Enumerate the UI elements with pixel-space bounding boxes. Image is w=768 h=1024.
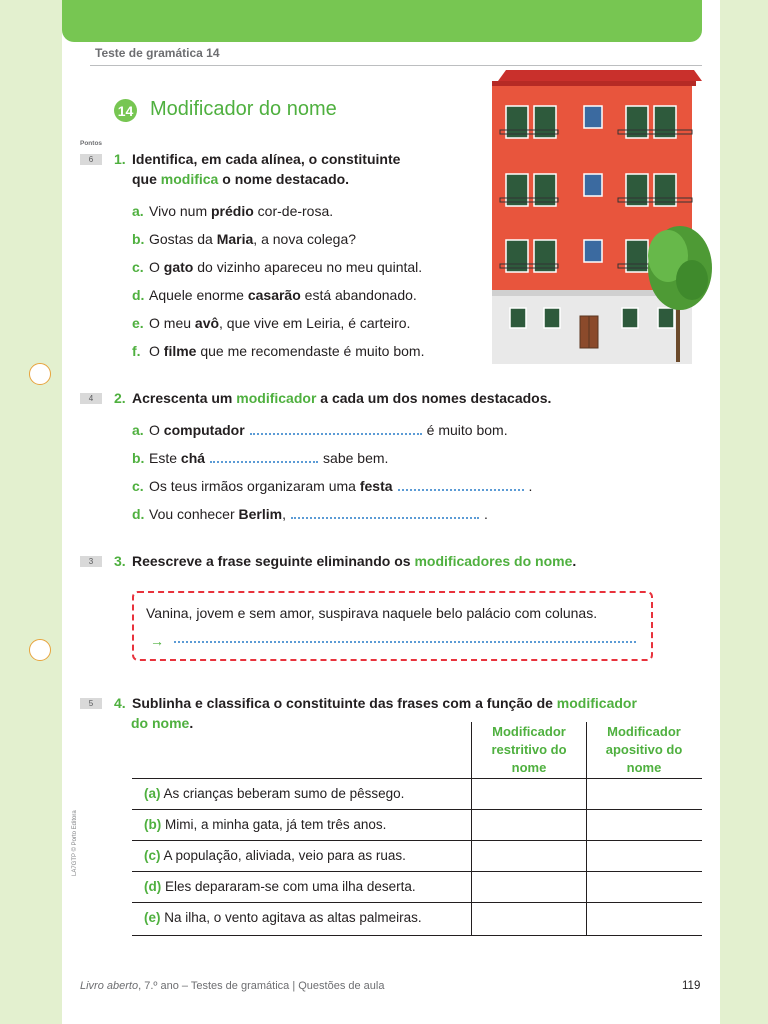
q1-item-a: a. Vivo num prédio cor-de-rosa. bbox=[132, 203, 334, 219]
q2-number: 2. bbox=[114, 390, 126, 406]
q4-number: 4. bbox=[114, 695, 126, 711]
q1-item-f: f. O filme que me recomendaste é muito bom. bbox=[132, 343, 425, 359]
binder-hole-icon bbox=[29, 639, 51, 661]
column-header-restrictive: Modificador restritivo do nome bbox=[491, 724, 567, 775]
table-row: (e) Na ilha, o vento agitava as altas palmeiras. bbox=[144, 910, 422, 925]
table-rule bbox=[132, 935, 702, 936]
q1-instruction: Identifica, em cada alínea, o constituinte que modifica o nome destacado. bbox=[132, 151, 401, 187]
page-number: 119 bbox=[682, 980, 701, 992]
arrow-icon: → bbox=[150, 633, 164, 649]
q2-item-a: a. O computador é muito bom. bbox=[132, 422, 508, 438]
footer-text: Livro aberto, 7.º ano – Testes de gramática | Questões de aula bbox=[80, 980, 385, 992]
q3-number: 3. bbox=[114, 553, 126, 569]
q4-points-box: 5 bbox=[80, 698, 102, 709]
q2-item-c: c. Os teus irmãos organizaram uma festa . bbox=[132, 478, 533, 494]
q2-answer-line-a[interactable] bbox=[250, 423, 422, 435]
table-column-divider bbox=[471, 722, 472, 936]
q3-sentence-box bbox=[132, 591, 653, 661]
q2-item-b: b. Este chá sabe bem. bbox=[132, 450, 389, 466]
q3-points-box: 3 bbox=[80, 556, 102, 567]
header-bar bbox=[62, 0, 702, 42]
header-label: Teste de gramática 14 bbox=[95, 46, 220, 60]
q2-instruction: Acrescenta um modificador a cada um dos nomes destacados. bbox=[132, 390, 552, 406]
q2-answer-line-b[interactable] bbox=[210, 451, 318, 463]
q1-points-box: 6 bbox=[80, 154, 102, 165]
table-row: (c) A população, aliviada, veio para as ruas. bbox=[144, 848, 406, 863]
q3-sentence: Vanina, jovem e sem amor, suspirava naquele belo palácio com colunas. bbox=[146, 605, 598, 621]
table-row: (d) Eles depararam-se com uma ilha deserta. bbox=[144, 879, 416, 894]
section-number-badge: 14 bbox=[114, 99, 137, 122]
section-title: Modificador do nome bbox=[150, 98, 337, 120]
table-row: (a) As crianças beberam sumo de pêssego. bbox=[144, 786, 405, 801]
q1-item-b: b. Gostas da Maria, a nova colega? bbox=[132, 231, 357, 247]
header-divider bbox=[90, 65, 702, 66]
table-rule bbox=[132, 778, 702, 779]
table-rule bbox=[132, 902, 702, 903]
q2-points-box: 4 bbox=[80, 393, 102, 404]
column-header-appositive: Modificador apositivo do nome bbox=[605, 724, 683, 775]
q3-answer-line[interactable] bbox=[174, 641, 636, 643]
q1-number: 1. bbox=[114, 151, 126, 167]
table-row: (b) Mimi, a minha gata, já tem três anos. bbox=[144, 817, 387, 832]
table-rule bbox=[132, 809, 702, 810]
building-illustration bbox=[488, 68, 714, 368]
q3-instruction: Reescreve a frase seguinte eliminando os modificadores do nome. bbox=[132, 553, 577, 569]
table-rule bbox=[132, 871, 702, 872]
q2-item-d: d. Vou conhecer Berlim, . bbox=[132, 506, 488, 522]
table-column-divider bbox=[586, 722, 587, 936]
points-label: Pontos bbox=[80, 140, 103, 147]
q4-instruction: Sublinha e classifica o constituinte das frases com a função de modificador do nome. bbox=[131, 695, 637, 731]
q2-answer-line-c[interactable] bbox=[398, 479, 524, 491]
q1-item-c: c. O gato do vizinho apareceu no meu quintal. bbox=[132, 259, 423, 275]
binder-hole-icon bbox=[29, 363, 51, 385]
q1-item-d: d. Aquele enorme casarão está abandonado. bbox=[132, 287, 417, 303]
q2-answer-line-d[interactable] bbox=[291, 507, 479, 519]
q1-item-e: e. O meu avô, que vive em Leiria, é carteiro. bbox=[132, 315, 411, 331]
publisher-side-mark: LA7GTP © Porto Editora bbox=[72, 810, 78, 876]
table-rule bbox=[132, 840, 702, 841]
worksheet-page bbox=[62, 0, 720, 1024]
